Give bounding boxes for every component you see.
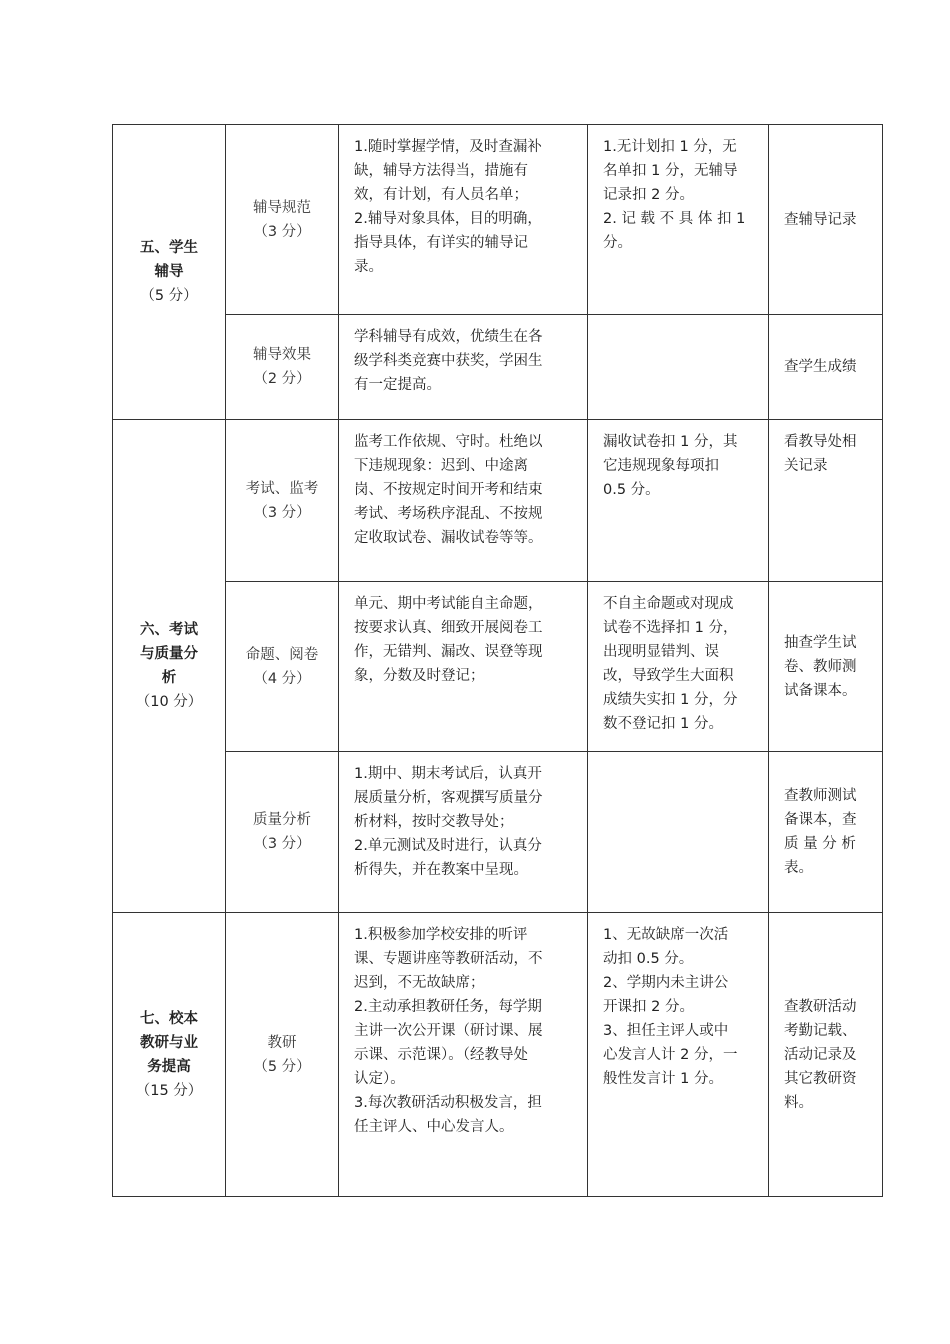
item-cell [226,913,339,1197]
item-label: 辅导规范 [253,199,311,216]
method-line: 质 量 分 析 [784,836,856,852]
item-cell [226,315,339,420]
content-line: 作，无错判、漏改、误登等现 [354,644,543,660]
method-cell [769,420,883,582]
deduction-line: 名单扣 1 分，无辅导 [603,163,738,179]
deduction-line: 1.无计划扣 1 分，无 [603,139,737,155]
category-label: 六、考试 [140,622,198,638]
content-line: 录。 [354,259,383,275]
content-line: 效，有计划，有人员名单； [354,187,528,203]
item-label: 教研 [267,1034,297,1051]
method-line: 卷、教师测 [784,658,857,675]
method-cell [769,582,883,752]
content-line: 监考工作依规、守时。杜绝以 [354,434,543,450]
deduction-line: 分。 [603,235,632,251]
deduction-line: 般性发言计 1 分。 [603,1071,723,1087]
deduction-cell [588,125,769,315]
content-line: 迟到，不无故缺席； [354,975,485,991]
content-line: 示课、示范课）。（经教导处 [354,1047,528,1063]
item-label: 命题、阅卷 [245,646,319,663]
content-line: 2.单元测试及时进行，认真分 [354,838,542,854]
deduction-line: 数不登记扣 1 分。 [603,716,723,732]
deduction-line: 改，导致学生大面积 [603,668,734,684]
method-line: 考勤记载、 [784,1022,857,1039]
category-label: 务提高 [147,1058,191,1075]
content-line: 2.主动承担教研任务，每学期 [354,999,542,1015]
content-line: 级学科类竞赛中获奖，学困生 [354,353,543,369]
item-label: 辅导效果 [253,347,311,363]
content-line: 课、专题讲座等教研活动，不 [354,951,543,967]
item-points: （3 分） [253,504,311,521]
item-points: （4 分） [253,670,311,687]
table-row [113,913,883,1197]
content-line: 展质量分析，客观撰写质量分 [354,790,543,806]
deduction-line: 成绩失实扣 1 分，分 [603,692,738,708]
category-label: 五、学生 [140,240,198,256]
method-line: 其它教研资 [784,1070,857,1087]
deduction-line: 试卷不选择扣 1 分， [603,620,738,636]
content-line: 1.随时掌握学情，及时查漏补 [354,139,542,155]
method-line: 备课本，查 [784,812,857,828]
method-line: 关记录 [784,458,828,474]
category-label: 教研与业 [140,1034,198,1051]
method-cell [769,752,883,913]
deduction-cell [588,420,769,582]
content-line: 岗、不按规定时间开考和结束 [354,482,543,498]
content-line: 有一定提高。 [354,377,441,393]
content-line: 考试、考场秩序混乱、不按规 [354,506,543,522]
method-cell [769,913,883,1197]
item-cell [226,752,339,913]
deduction-cell [588,752,769,913]
content-cell [339,420,588,582]
content-line: 指导具体，有详实的辅导记 [354,235,528,251]
table-row [113,125,883,315]
deduction-line: 出现明显错判、误 [603,644,719,660]
table-row [113,315,883,420]
item-points: （2 分） [253,371,311,387]
content-line: 3.每次教研活动积极发言，担 [354,1095,542,1111]
deduction-cell [588,913,769,1197]
method-line: 查辅导记录 [784,211,857,228]
content-line: 单元、期中考试能自主命题， [354,596,543,612]
deduction-line: 3、担任主评人或中 [603,1023,729,1039]
category-points: （15 分） [135,1082,203,1099]
item-cell [226,582,339,752]
deduction-line: 漏收试卷扣 1 分，其 [603,434,738,450]
table-row [113,752,883,913]
method-cell [769,315,883,420]
item-points: （3 分） [253,223,311,240]
content-line: 主讲一次公开课（研讨课、展 [354,1023,543,1039]
deduction-line: 2、学期内未主讲公 [603,975,729,991]
category-label: 与质量分 [140,646,198,662]
content-line: 定收取试卷、漏收试卷等等。 [354,530,543,546]
content-cell [339,315,588,420]
category-label: 析 [161,670,177,686]
method-line: 查教研活动 [784,998,857,1015]
deduction-cell [588,315,769,420]
deduction-line: 记录扣 2 分。 [603,187,694,203]
method-cell [769,125,883,315]
content-line: 认定）。 [354,1071,405,1087]
item-label: 质量分析 [253,812,311,828]
category-cell [113,913,226,1197]
content-line: 按要求认真、细致开展阅卷工 [354,620,543,636]
content-cell [339,752,588,913]
content-line: 1.积极参加学校安排的听评 [354,927,528,943]
method-line: 抽查学生试 [784,634,857,651]
evaluation-table [112,124,883,1197]
content-line: 下违规现象：迟到、中途离 [354,458,528,474]
item-cell [226,420,339,582]
content-line: 学科辅导有成效，优绩生在各 [354,329,543,345]
deduction-line: 不自主命题或对现成 [603,596,734,612]
deduction-line: 动扣 0.5 分。 [603,951,694,967]
deduction-line: 它违规现象每项扣 [603,458,719,474]
table-row [113,420,883,582]
category-label: 七、校本 [140,1010,198,1027]
content-line: 2.辅导对象具体，目的明确， [354,211,542,227]
method-line: 试备课本。 [784,682,857,699]
content-cell [339,582,588,752]
content-line: 析得失，并在教案中呈现。 [354,862,528,878]
category-points: （5 分） [140,288,198,304]
item-cell [226,125,339,315]
method-line: 表。 [784,860,813,876]
content-line: 1.期中、期末考试后，认真开 [354,766,542,782]
method-line: 查教师测试 [784,788,857,804]
deduction-line: 1、无故缺席一次活 [603,927,729,943]
table-row [113,582,883,752]
content-cell [339,913,588,1197]
item-label: 考试、监考 [245,480,319,497]
deduction-line: 2. 记 载 不 具 体 扣 1 [603,211,746,227]
deduction-line: 开课扣 2 分。 [603,999,694,1015]
method-line: 活动记录及 [784,1046,857,1063]
item-points: （3 分） [253,836,311,852]
category-label: 辅导 [154,264,184,280]
content-line: 任主评人、中心发言人。 [354,1119,514,1135]
method-line: 查学生成绩 [784,359,857,375]
deduction-line: 0.5 分。 [603,482,660,498]
method-line: 料。 [784,1094,813,1111]
content-line: 析材料，按时交教导处； [354,814,514,830]
content-line: 象，分数及时登记； [354,668,485,684]
category-cell [113,125,226,420]
item-points: （5 分） [253,1058,311,1075]
deduction-cell [588,582,769,752]
category-cell [113,420,226,913]
content-line: 缺，辅导方法得当，措施有 [354,163,528,179]
deduction-line: 心发言人计 2 分，一 [603,1047,738,1063]
method-line: 看教导处相 [784,434,857,450]
category-points: （10 分） [135,694,203,710]
content-cell [339,125,588,315]
